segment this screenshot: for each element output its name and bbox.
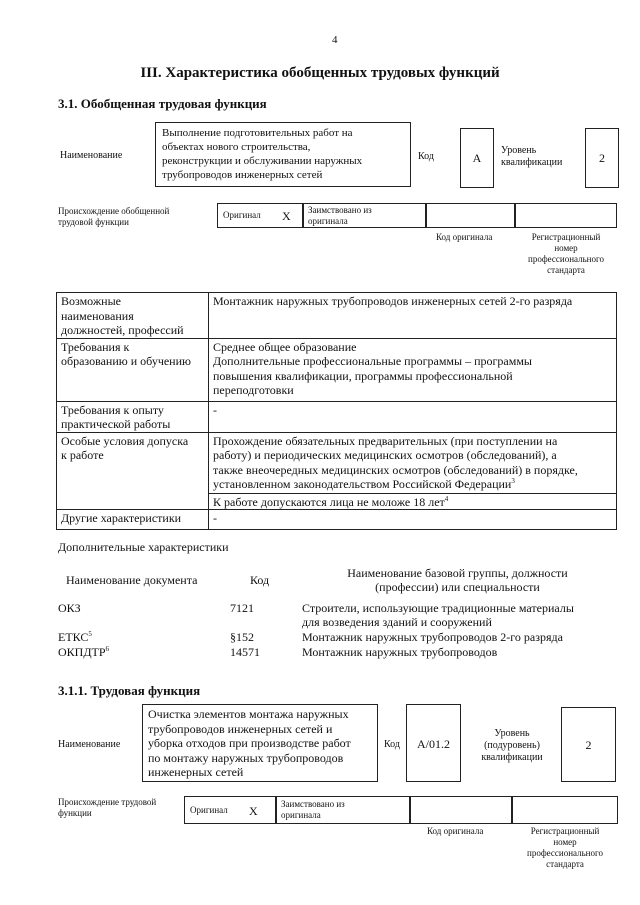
experience-value: - — [209, 401, 617, 432]
table-row — [57, 401, 617, 432]
col-doc-header: Наименование документа — [66, 573, 198, 587]
gtf-borrowed-cell — [303, 203, 426, 228]
row-okpdtr-doc: ОКПДТР — [58, 645, 106, 659]
row-etks-doc: ЕТКС — [58, 630, 89, 644]
tf-name-value: Очистка элементов монтажа наружных трубопроводов инженерных сетей и уборка отходов при производстве работ по монтажу наружных трубопроводов инженерных сетей — [142, 704, 378, 782]
tf-original-mark: X — [249, 804, 258, 818]
tf-origin-label: Происхождение трудовой функции — [58, 797, 157, 818]
row-okz-doc: ОКЗ — [58, 601, 81, 615]
gtf-code-label: Код — [418, 151, 434, 162]
tf-code-original-cell — [410, 796, 512, 824]
gtf-reg-number-label: Регистрационный номер профессионального стандарта — [528, 232, 604, 275]
gtf-reg-number-cell — [515, 203, 617, 228]
tf-borrowed-cell — [276, 796, 410, 824]
col-name-header: Наименование базовой группы, должности (профессии) или специальности — [347, 566, 568, 594]
other-label: Другие характеристики — [57, 510, 209, 530]
tf-level-label: Уровень (подуровень) квалификации — [481, 728, 543, 763]
footnote-6: 6 — [105, 645, 110, 653]
tf-reg-number-label: Регистрационный номер профессионального стандарта — [527, 826, 603, 869]
gtf-code-box — [460, 128, 494, 188]
gtf-origin-label: Происхождение обобщенной трудовой функции — [58, 206, 170, 227]
experience-label: Требования к опыту практической работы — [57, 401, 209, 432]
gtf-name-value: Выполнение подготовительных работ на объектах нового строительства, реконструкции и обслуживании наружных трубопроводов инженерных сетей — [155, 122, 411, 187]
conditions-cell-2 — [209, 493, 617, 510]
gtf-characteristics-table — [56, 292, 617, 530]
row-etks-name: Монтажник наружных трубопроводов 2-го разряда — [302, 630, 563, 644]
table-row — [57, 293, 617, 339]
footnote-4: 4 — [444, 494, 449, 503]
gtf-level-value: 2 — [599, 151, 605, 165]
education-value: Среднее общее образование Дополнительные профессиональные программы – программы повышения квалификации, программы профессиональной переподготовки — [209, 338, 617, 401]
gtf-original-label: Оригинал — [223, 210, 261, 220]
row-okpdtr-doc-wrap — [58, 645, 109, 659]
tf-original-label: Оригинал — [190, 805, 228, 815]
row-etks-code: §152 — [230, 630, 254, 644]
col-code-header: Код — [250, 573, 270, 587]
footnote-5: 5 — [88, 630, 92, 638]
tf-heading: 3.1.1. Трудовая функция — [58, 683, 201, 698]
tf-level-value: 2 — [585, 738, 592, 752]
conditions-label: Особые условия допуска к работе — [57, 432, 209, 510]
tf-code-value: А/01.2 — [417, 737, 450, 751]
gtf-original-cell — [217, 203, 303, 228]
row-okz-name: Строители, использующие традиционные материалы для возведения зданий и сооружений — [302, 601, 574, 629]
other-value: - — [209, 510, 617, 530]
gtf-borrowed-label: Заимствовано из оригинала — [308, 205, 372, 226]
tf-original-cell — [184, 796, 276, 824]
section-title: III. Характеристика обобщенных трудовых функций — [140, 65, 500, 81]
gtf-original-mark: X — [282, 209, 291, 223]
positions-label: Возможные наименования должностей, профессий — [57, 293, 209, 339]
table-row — [57, 338, 617, 401]
conditions-value-2: К работе допускаются лица не моложе 18 лет — [213, 494, 445, 509]
tf-borrowed-label: Заимствовано из оригинала — [281, 799, 345, 820]
tf-code-box — [406, 704, 461, 782]
page-number: 4 — [332, 34, 338, 46]
conditions-value-1: Прохождение обязательных предварительных (при поступлении на работу) и периодических медицинских осмотров (обследований), а также внеочередных медицинских осмотров (обследований) в порядке, установленном законодательством Российской Федерации — [213, 433, 578, 491]
table-row — [57, 510, 617, 530]
table-row — [57, 432, 617, 493]
tf-name-label: Наименование — [58, 739, 121, 750]
tf-reg-number-cell — [512, 796, 618, 824]
positions-value: Монтажник наружных трубопроводов инженерных сетей 2-го разряда — [209, 293, 617, 339]
row-okpdtr-code: 14571 — [230, 645, 260, 659]
gtf-code-original-label: Код оригинала — [436, 232, 493, 242]
row-okpdtr-name: Монтажник наружных трубопроводов — [302, 645, 498, 659]
gtf-level-label: Уровень квалификации — [501, 145, 563, 168]
row-okz-code: 7121 — [230, 601, 254, 615]
education-label: Требования к образованию и обучению — [57, 338, 209, 401]
footnote-3: 3 — [511, 477, 515, 485]
gtf-heading: 3.1. Обобщенная трудовая функция — [58, 96, 267, 111]
additional-heading: Дополнительные характеристики — [58, 540, 229, 554]
row-etks-doc-wrap — [58, 630, 92, 644]
tf-code-label: Код — [384, 739, 400, 750]
tf-code-original-label: Код оригинала — [427, 826, 484, 836]
gtf-level-box — [585, 128, 619, 188]
conditions-cell-1 — [209, 432, 617, 493]
gtf-name-label: Наименование — [60, 150, 123, 161]
tf-level-box — [561, 707, 616, 782]
gtf-code-original-cell — [426, 203, 515, 228]
gtf-code-value: А — [472, 151, 482, 165]
